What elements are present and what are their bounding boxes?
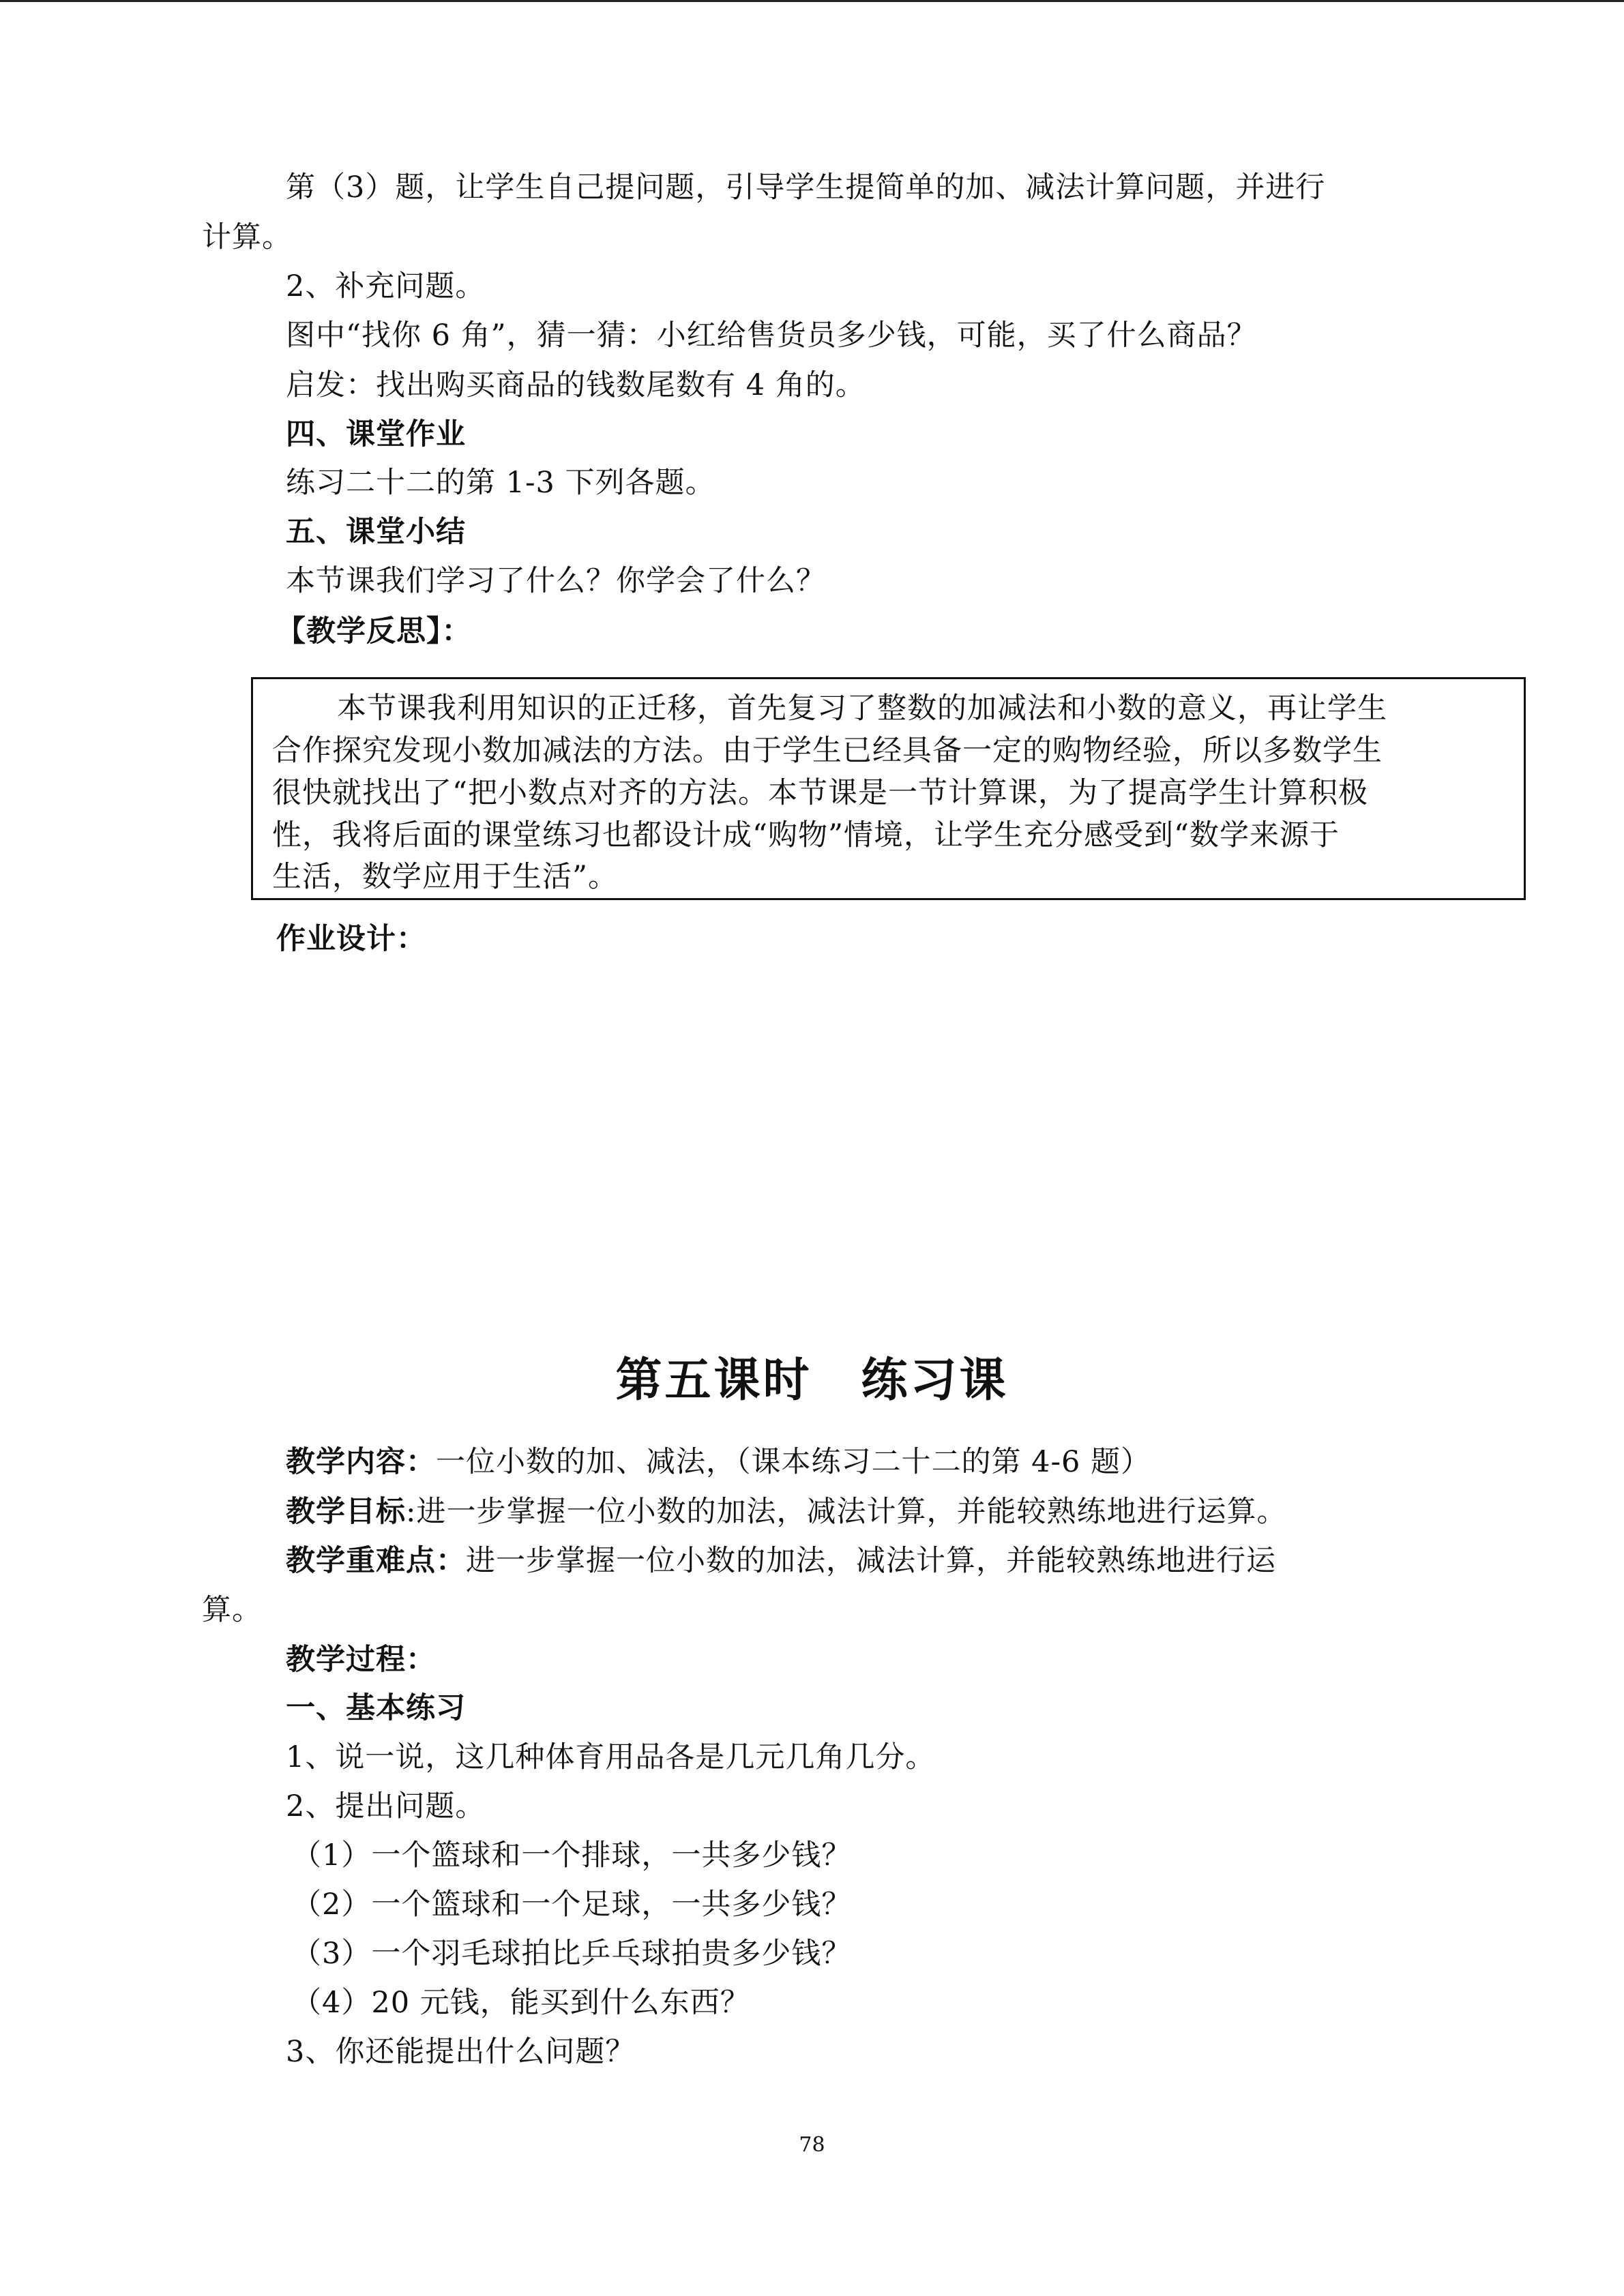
homework-heading: 作业设计：: [276, 922, 426, 956]
goal-text: :进一步掌握一位小数的加法，减法计算，并能较熟练地进行运算。: [406, 1495, 1287, 1529]
goal-label: 教学目标: [286, 1495, 406, 1529]
reflection-line-1: 本节课我利用知识的正迁移，首先复习了整数的加减法和小数的意义，再让学生: [337, 691, 1387, 726]
q3-text-line1: 第（3）题，让学生自己提问题，引导学生提简单的加、减法计算问题，并进行: [286, 170, 1326, 205]
keypoint-row: [286, 1542, 1276, 1580]
process-heading: 教学过程：: [286, 1643, 436, 1677]
hint-text: 启发：找出购买商品的钱数尾数有 4 角的。: [286, 368, 866, 402]
keypoint-continuation: 算。: [202, 1593, 262, 1627]
supplement-question: 图中“找你 6 角”，猜一猜：小红给售货员多少钱，可能，买了什么商品？: [286, 318, 1257, 353]
practice-item-2: 2、提出问题。: [286, 1789, 486, 1823]
sub-question-3: （3）一个羽毛球拍比乒乓球拍贵多少钱？: [292, 1937, 852, 1971]
practice-item-3: 3、你还能提出什么问题？: [286, 2035, 636, 2069]
reflection-box: [251, 677, 1526, 900]
keypoint-label: 教学重难点：: [286, 1544, 466, 1578]
reflection-line-2: 合作探究发现小数加减法的方法。由于学生已经具备一定的购物经验，所以多数学生: [272, 734, 1383, 768]
section5-heading: 五、课堂小结: [286, 515, 466, 549]
content-text: 一位小数的加、减法，（课本练习二十二的第 4-6 题）: [436, 1445, 1151, 1479]
section4-text: 练习二十二的第 1-3 下列各题。: [286, 466, 715, 500]
section5-text: 本节课我们学习了什么？你学会了什么？: [286, 564, 826, 598]
reflection-heading: 【教学反思】：: [276, 614, 472, 648]
q3-text-line2: 计算。: [202, 220, 292, 254]
content-label: 教学内容：: [286, 1445, 436, 1479]
page-number: 78: [799, 2133, 825, 2157]
top-border-rule: [0, 0, 1624, 2]
supplement-heading: 2、补充问题。: [286, 269, 486, 303]
goal-row: [286, 1493, 1287, 1531]
reflection-line-3: 很快就找出了“把小数点对齐的方法。本节课是一节计算课，为了提高学生计算积极: [272, 776, 1368, 810]
keypoint-text: 进一步掌握一位小数的加法，减法计算，并能较熟练地进行运: [466, 1544, 1276, 1578]
sub-question-2: （2）一个篮球和一个足球，一共多少钱？: [292, 1888, 852, 1922]
sub-question-4: （4）20 元钱，能买到什么东西？: [292, 1986, 750, 2020]
practice-item-1: 1、说一说，这几种体育用品各是几元几角几分。: [286, 1740, 936, 1774]
sub-question-1: （1）一个篮球和一个排球，一共多少钱？: [292, 1838, 852, 1873]
content-row: [286, 1443, 1151, 1481]
basic-practice-heading: 一、基本练习: [286, 1691, 466, 1725]
reflection-line-4: 性，我将后面的课堂练习也都设计成“购物”情境，让学生充分感受到“数学来源于: [272, 818, 1340, 852]
lesson-title: 第五课时 练习课: [615, 1354, 1009, 1407]
section4-heading: 四、课堂作业: [286, 417, 466, 451]
reflection-line-5: 生活，数学应用于生活”。: [272, 860, 618, 894]
